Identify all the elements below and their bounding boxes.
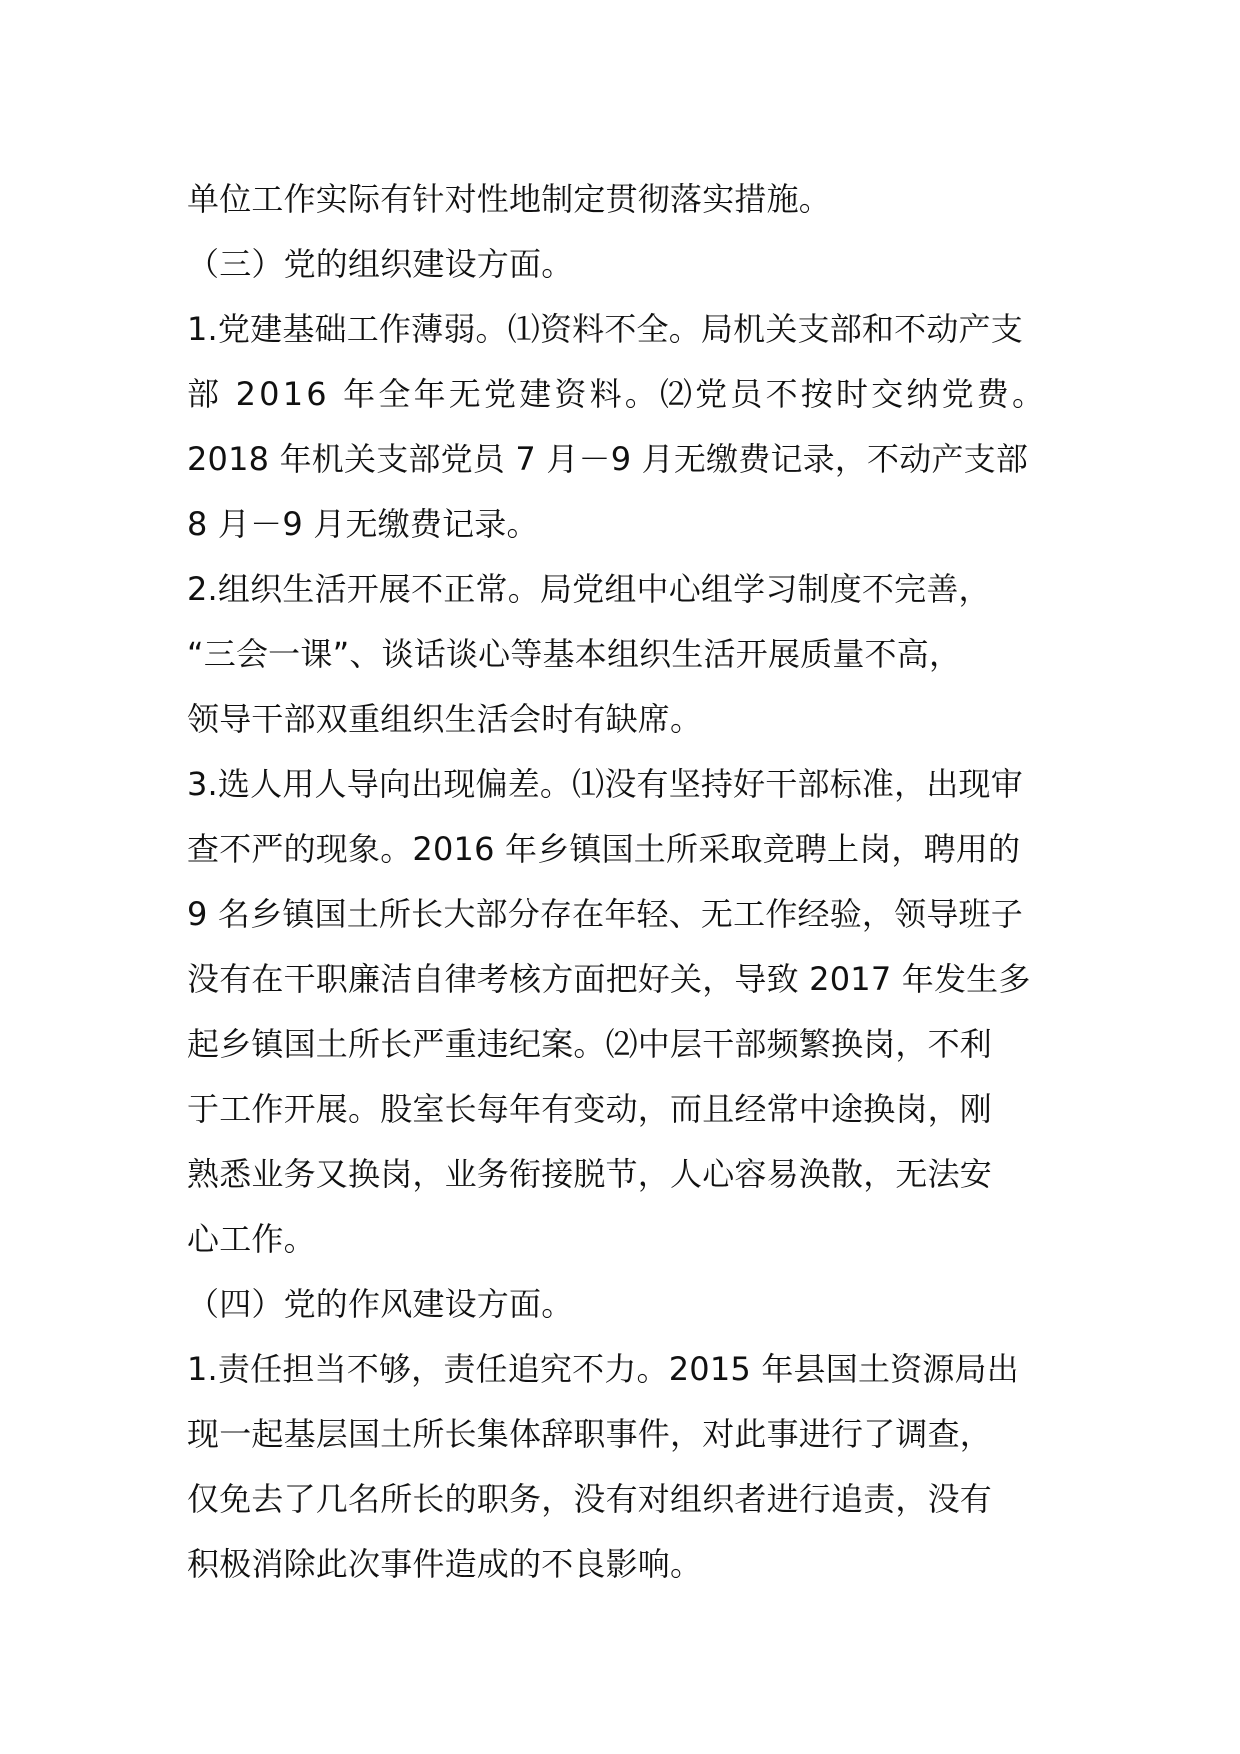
text-line: 仅免去了几名所长的职务，没有对组织者进行追责，没有 (187, 1480, 993, 1518)
document-body (187, 167, 1067, 1597)
text-line: 9 名乡镇国土所长大部分存在年轻、无工作经验，领导班子 (187, 895, 1023, 933)
text-line: “三会一课”、谈话谈心等基本组织生活开展质量不高， (187, 635, 962, 673)
section-heading: （四）党的作风建设方面。 (187, 1285, 574, 1323)
text-line: 没有在干职廉洁自律考核方面把好关，导致 2017 年发生多 (187, 960, 1031, 998)
text-line: 起乡镇国土所长严重违纪案。⑵中层干部频繁换岗，不利 (187, 1025, 993, 1063)
text-line: 2018 年机关支部党员 7 月－9 月无缴费记录，不动产支部 (187, 440, 1029, 478)
text-line: 部 2016 年全年无党建资料。⑵党员不按时交纳党费。 (187, 375, 1048, 413)
text-line: 1.党建基础工作薄弱。⑴资料不全。局机关支部和不动产支 (187, 310, 1023, 348)
text-line: 1.责任担当不够，责任追究不力。2015 年县国土资源局出 (187, 1350, 1019, 1388)
section-heading: （三）党的组织建设方面。 (187, 245, 574, 283)
text-line: 3.选人用人导向出现偏差。⑴没有坚持好干部标准，出现审 (187, 765, 1023, 803)
text-line: 于工作开展。股室长每年有变动，而且经常中途换岗，刚 (187, 1090, 993, 1128)
text-line: 领导干部双重组织生活会时有缺席。 (187, 700, 703, 738)
text-line: 查不严的现象。2016 年乡镇国土所采取竞聘上岗，聘用的 (187, 830, 1021, 868)
text-line: 8 月－9 月无缴费记录。 (187, 505, 539, 543)
text-line: 积极消除此次事件造成的不良影响。 (187, 1545, 703, 1583)
text-line: 熟悉业务又换岗，业务衔接脱节，人心容易涣散，无法安 (187, 1155, 993, 1193)
text-line: 心工作。 (187, 1220, 316, 1258)
text-line: 2.组织生活开展不正常。局党组中心组学习制度不完善， (187, 570, 991, 608)
text-line: 单位工作实际有针对性地制定贯彻落实措施。 (187, 180, 832, 218)
text-line: 现一起基层国土所长集体辞职事件，对此事进行了调查， (187, 1415, 993, 1453)
